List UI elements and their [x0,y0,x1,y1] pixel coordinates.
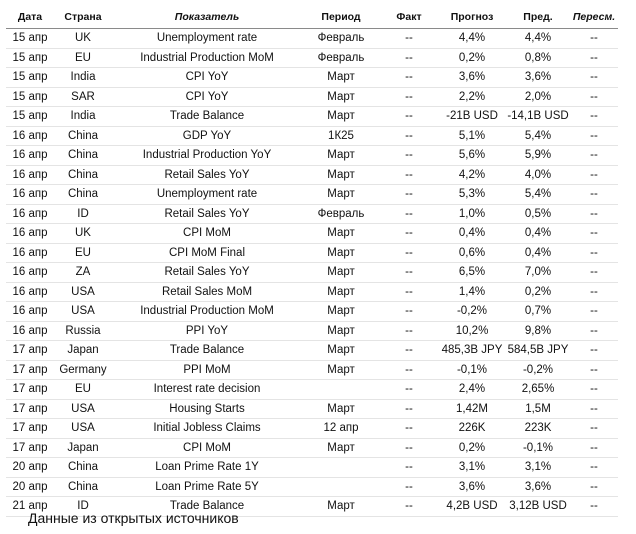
cell-country: EU [54,380,112,400]
cell-previous: 5,9% [506,146,570,166]
cell-period: Март [302,68,380,88]
table-row [6,399,618,419]
cell-actual: -- [380,68,438,88]
table-row [6,68,618,88]
table-row [6,48,618,68]
header-revised: Пересм. [570,6,618,29]
cell-period: Март [302,263,380,283]
cell-country: China [54,458,112,478]
cell-forecast: 2,2% [438,87,506,107]
cell-forecast: 1,4% [438,282,506,302]
cell-period: Февраль [302,204,380,224]
cell-indicator: Trade Balance [112,497,302,517]
cell-country: UK [54,29,112,49]
cell-date: 15 апр [6,29,54,49]
cell-actual: -- [380,224,438,244]
cell-date: 17 апр [6,438,54,458]
cell-previous: 0,8% [506,48,570,68]
table-body [6,29,618,517]
cell-revised: -- [570,29,618,49]
cell-revised: -- [570,87,618,107]
cell-period: Февраль [302,48,380,68]
cell-forecast: 3,6% [438,477,506,497]
cell-previous: 5,4% [506,126,570,146]
cell-period: 1К25 [302,126,380,146]
cell-period: Март [302,282,380,302]
cell-previous: 4,0% [506,165,570,185]
cell-period: Март [302,497,380,517]
cell-actual: -- [380,29,438,49]
cell-actual: -- [380,48,438,68]
cell-indicator: Retail Sales MoM [112,282,302,302]
cell-forecast: 4,2% [438,165,506,185]
cell-date: 17 апр [6,360,54,380]
table-row [6,263,618,283]
cell-country: China [54,126,112,146]
cell-period: Март [302,185,380,205]
cell-indicator: GDP YoY [112,126,302,146]
cell-period: Март [302,302,380,322]
cell-indicator: CPI MoM [112,438,302,458]
cell-indicator: Retail Sales YoY [112,263,302,283]
cell-revised: -- [570,204,618,224]
header-actual: Факт [380,6,438,29]
table-row [6,477,618,497]
cell-country: China [54,165,112,185]
cell-date: 16 апр [6,146,54,166]
cell-revised: -- [570,399,618,419]
cell-date: 15 апр [6,87,54,107]
cell-forecast: 5,6% [438,146,506,166]
cell-actual: -- [380,497,438,517]
table-row [6,87,618,107]
cell-revised: -- [570,185,618,205]
cell-date: 16 апр [6,165,54,185]
table-row [6,419,618,439]
cell-previous: 7,0% [506,263,570,283]
economic-calendar-table [6,6,618,517]
cell-previous: 9,8% [506,321,570,341]
cell-revised: -- [570,243,618,263]
cell-revised: -- [570,68,618,88]
cell-country: USA [54,419,112,439]
cell-forecast: 226K [438,419,506,439]
cell-country: India [54,107,112,127]
cell-previous: 584,5B JPY [506,341,570,361]
cell-actual: -- [380,165,438,185]
cell-period: Март [302,321,380,341]
cell-forecast: -21B USD [438,107,506,127]
cell-forecast: 1,0% [438,204,506,224]
cell-date: 17 апр [6,399,54,419]
cell-date: 16 апр [6,321,54,341]
cell-forecast: 0,2% [438,438,506,458]
cell-country: ZA [54,263,112,283]
cell-indicator: Interest rate decision [112,380,302,400]
cell-country: Japan [54,438,112,458]
cell-indicator: Industrial Production YoY [112,146,302,166]
cell-forecast: 3,6% [438,68,506,88]
cell-previous: 1,5M [506,399,570,419]
table-row [6,321,618,341]
cell-previous: 5,4% [506,185,570,205]
cell-date: 20 апр [6,477,54,497]
cell-date: 16 апр [6,243,54,263]
cell-country: UK [54,224,112,244]
table-row [6,185,618,205]
cell-actual: -- [380,341,438,361]
cell-revised: -- [570,419,618,439]
cell-country: India [54,68,112,88]
cell-revised: -- [570,165,618,185]
cell-previous: 0,4% [506,243,570,263]
cell-country: China [54,185,112,205]
cell-actual: -- [380,146,438,166]
cell-previous: -0,1% [506,438,570,458]
cell-country: USA [54,302,112,322]
cell-previous: 3,1% [506,458,570,478]
cell-revised: -- [570,497,618,517]
cell-forecast: 485,3B JPY [438,341,506,361]
cell-indicator: CPI YoY [112,68,302,88]
cell-revised: -- [570,302,618,322]
cell-actual: -- [380,126,438,146]
cell-date: 16 апр [6,282,54,302]
cell-revised: -- [570,438,618,458]
cell-period: Март [302,107,380,127]
cell-forecast: 4,4% [438,29,506,49]
cell-previous: -14,1B USD [506,107,570,127]
cell-actual: -- [380,438,438,458]
cell-actual: -- [380,360,438,380]
cell-actual: -- [380,263,438,283]
table-row [6,341,618,361]
cell-actual: -- [380,399,438,419]
cell-forecast: 1,42M [438,399,506,419]
cell-period: Март [302,224,380,244]
cell-indicator: PPI MoM [112,360,302,380]
cell-country: ID [54,204,112,224]
cell-date: 17 апр [6,419,54,439]
cell-indicator: Housing Starts [112,399,302,419]
cell-indicator: Industrial Production MoM [112,48,302,68]
cell-revised: -- [570,341,618,361]
cell-date: 16 апр [6,224,54,244]
cell-period: Февраль [302,29,380,49]
cell-date: 17 апр [6,341,54,361]
cell-actual: -- [380,321,438,341]
cell-country: SAR [54,87,112,107]
cell-country: Russia [54,321,112,341]
cell-date: 15 апр [6,68,54,88]
cell-period: Март [302,341,380,361]
cell-indicator: Trade Balance [112,341,302,361]
cell-actual: -- [380,243,438,263]
cell-actual: -- [380,204,438,224]
table-row [6,302,618,322]
cell-revised: -- [570,321,618,341]
cell-forecast: 0,4% [438,224,506,244]
cell-country: Japan [54,341,112,361]
cell-forecast: -0,1% [438,360,506,380]
cell-revised: -- [570,126,618,146]
cell-date: 16 апр [6,302,54,322]
cell-country: EU [54,243,112,263]
cell-period: 12 апр [302,419,380,439]
cell-previous: 3,6% [506,68,570,88]
cell-forecast: 3,1% [438,458,506,478]
cell-country: China [54,146,112,166]
cell-revised: -- [570,282,618,302]
cell-previous: 2,0% [506,87,570,107]
header-country: Страна [54,6,112,29]
table-row [6,126,618,146]
table-row [6,224,618,244]
cell-period: Март [302,243,380,263]
cell-forecast: 10,2% [438,321,506,341]
cell-date: 16 апр [6,185,54,205]
cell-actual: -- [380,107,438,127]
cell-previous: -0,2% [506,360,570,380]
cell-indicator: Industrial Production MoM [112,302,302,322]
cell-forecast: 0,2% [438,48,506,68]
cell-previous: 0,7% [506,302,570,322]
cell-date: 20 апр [6,458,54,478]
cell-actual: -- [380,458,438,478]
cell-country: Germany [54,360,112,380]
cell-previous: 0,2% [506,282,570,302]
cell-forecast: 5,1% [438,126,506,146]
cell-period [302,380,380,400]
cell-date: 21 апр [6,497,54,517]
table-row [6,360,618,380]
header-row [6,6,618,29]
cell-indicator: CPI MoM [112,224,302,244]
cell-country: USA [54,282,112,302]
cell-period: Март [302,87,380,107]
table-row [6,438,618,458]
header-previous: Пред. [506,6,570,29]
cell-revised: -- [570,224,618,244]
cell-revised: -- [570,146,618,166]
cell-previous: 2,65% [506,380,570,400]
cell-indicator: CPI YoY [112,87,302,107]
cell-date: 16 апр [6,126,54,146]
cell-date: 17 апр [6,380,54,400]
cell-date: 16 апр [6,204,54,224]
cell-actual: -- [380,87,438,107]
cell-actual: -- [380,185,438,205]
cell-indicator: Loan Prime Rate 1Y [112,458,302,478]
cell-previous: 0,4% [506,224,570,244]
header-period: Период [302,6,380,29]
table-row [6,165,618,185]
cell-actual: -- [380,380,438,400]
cell-country: ID [54,497,112,517]
cell-forecast: 0,6% [438,243,506,263]
cell-forecast: 5,3% [438,185,506,205]
cell-date: 16 апр [6,263,54,283]
cell-date: 15 апр [6,107,54,127]
cell-revised: -- [570,380,618,400]
header-indicator: Показатель [112,6,302,29]
cell-indicator: PPI YoY [112,321,302,341]
table-row [6,380,618,400]
cell-revised: -- [570,477,618,497]
cell-actual: -- [380,419,438,439]
cell-actual: -- [380,282,438,302]
cell-revised: -- [570,360,618,380]
cell-revised: -- [570,458,618,478]
cell-period: Март [302,146,380,166]
cell-country: USA [54,399,112,419]
cell-period: Март [302,360,380,380]
cell-period [302,477,380,497]
cell-forecast: 2,4% [438,380,506,400]
table-row [6,204,618,224]
cell-indicator: Retail Sales YoY [112,204,302,224]
cell-period: Март [302,438,380,458]
cell-previous: 3,6% [506,477,570,497]
table-row [6,243,618,263]
cell-actual: -- [380,302,438,322]
cell-country: EU [54,48,112,68]
cell-revised: -- [570,107,618,127]
table-row [6,107,618,127]
cell-previous: 0,5% [506,204,570,224]
cell-indicator: Unemployment rate [112,29,302,49]
cell-indicator: Unemployment rate [112,185,302,205]
cell-country: China [54,477,112,497]
cell-indicator: Loan Prime Rate 5Y [112,477,302,497]
cell-forecast: 6,5% [438,263,506,283]
header-forecast: Прогноз [438,6,506,29]
cell-forecast: 4,2B USD [438,497,506,517]
cell-indicator: Trade Balance [112,107,302,127]
table-row [6,29,618,49]
table-row [6,282,618,302]
header-date: Дата [6,6,54,29]
cell-actual: -- [380,477,438,497]
cell-indicator: Initial Jobless Claims [112,419,302,439]
cell-period [302,458,380,478]
cell-revised: -- [570,263,618,283]
cell-indicator: CPI MoM Final [112,243,302,263]
cell-date: 15 апр [6,48,54,68]
table-row [6,458,618,478]
cell-previous: 223K [506,419,570,439]
cell-previous: 3,12B USD [506,497,570,517]
cell-indicator: Retail Sales YoY [112,165,302,185]
source-note: Данные из открытых источников [28,510,239,526]
cell-revised: -- [570,48,618,68]
cell-forecast: -0,2% [438,302,506,322]
table-row [6,146,618,166]
cell-period: Март [302,165,380,185]
cell-period: Март [302,399,380,419]
cell-previous: 4,4% [506,29,570,49]
